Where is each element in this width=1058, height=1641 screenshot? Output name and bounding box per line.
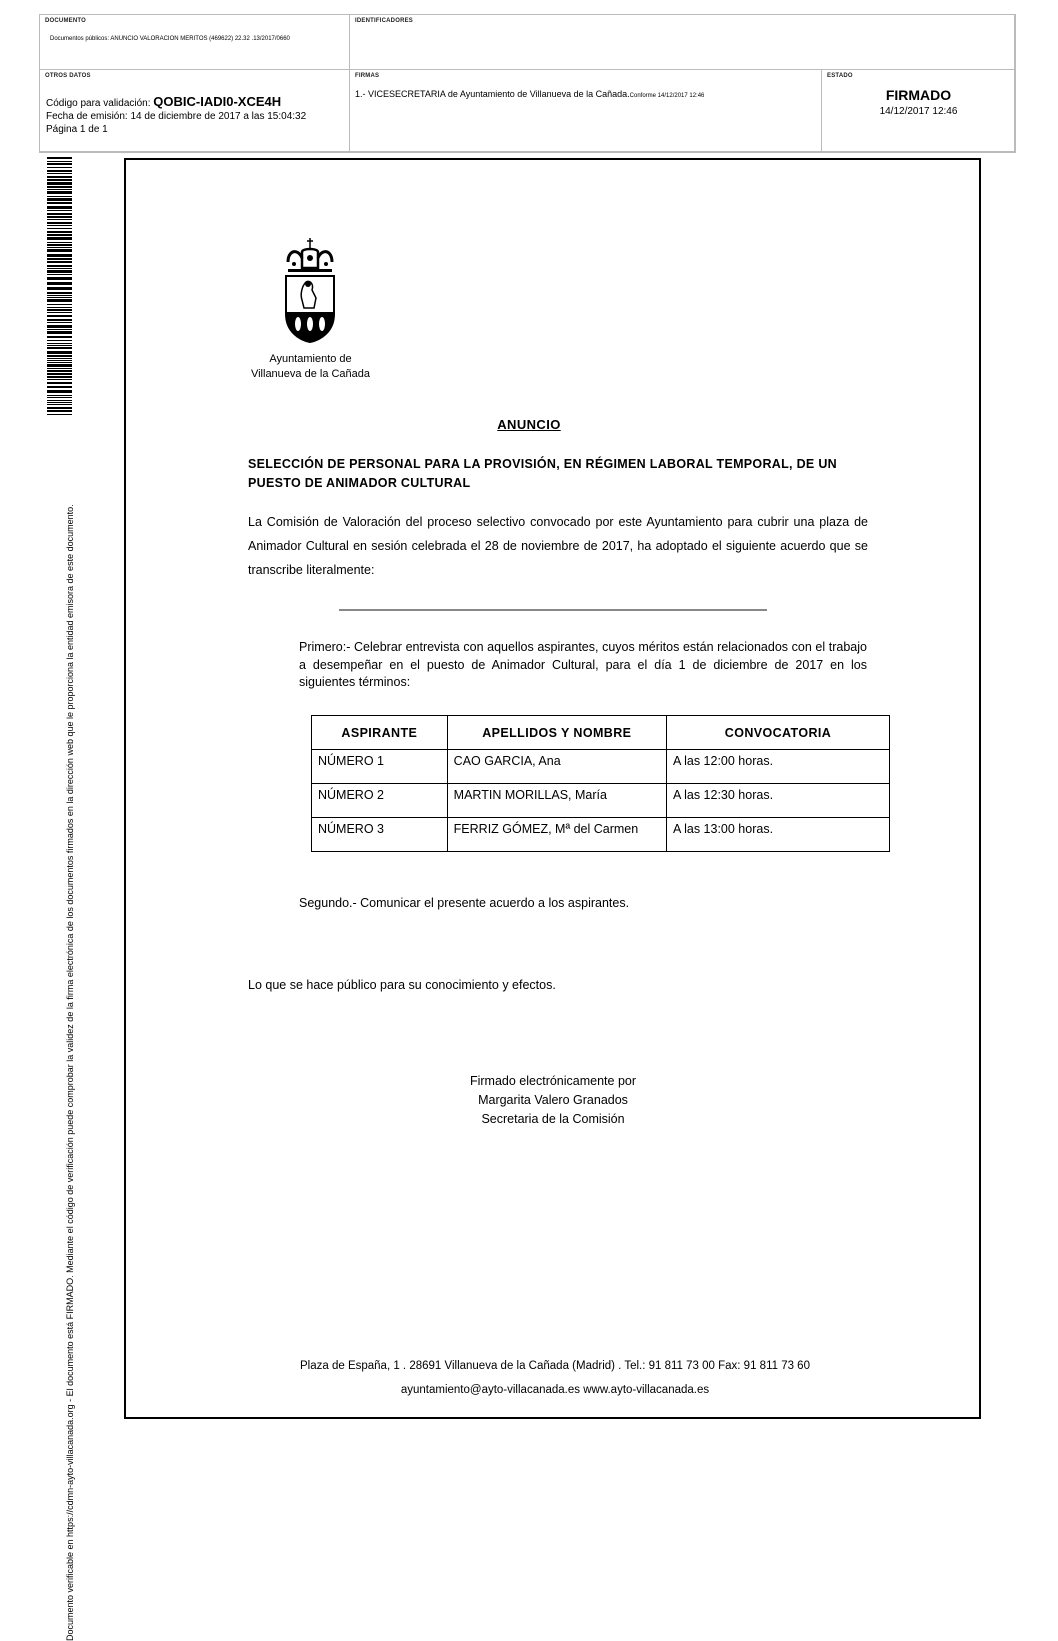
documento-text: Documentos públicos: ANUNCIO VALORACION MERITOS (469622) 22.32 .13/2017/0660 xyxy=(50,36,290,42)
intro-paragraph: La Comisión de Valoración del proceso selectivo convocado por este Ayuntamiento para cubrir una plaza de Animador Cultural en sesión celebrada el 28 de noviembre de 2017, ha adoptado el siguiente acuerdo que se transcribe literalmente: xyxy=(248,515,868,577)
codigo-prefix: Código para validación: xyxy=(46,98,151,109)
side-verification-text: Documento verificable en https://cdmn-ayto-villacanada.org - El documento está FIRMADO. Mediante el código de verificación puede comprobar la validez de la firma electrónica de los documentos firmados en la dirección web que le proporciona la entidad emisora de este documento. xyxy=(65,504,75,1641)
estado-status: FIRMADO xyxy=(885,87,952,103)
documento-label: DOCUMENTO xyxy=(45,18,87,24)
primero-paragraph: Primero:- Celebrar entrevista con aquellos aspirantes, cuyos méritos están relacionados con el trabajo a desempeñar en el puesto de Animador Cultural, para el día 1 de diciembre de 2017 en los siguientes términos: xyxy=(299,640,867,689)
signature-block xyxy=(420,1072,686,1129)
separator-rule xyxy=(339,609,767,611)
otros-datos-text xyxy=(46,95,306,136)
header-convocatoria: CONVOCATORIA xyxy=(666,716,889,750)
row1-aspirante: NÚMERO 1 xyxy=(312,750,448,784)
row2-convocatoria: A las 12:30 horas. xyxy=(666,784,889,818)
logo-line1: Ayuntamiento de xyxy=(269,353,352,365)
identificadores-cell xyxy=(350,15,1015,70)
table-row xyxy=(312,818,890,852)
segundo-paragraph: Segundo.- Comunicar el presente acuerdo a los aspirantes. xyxy=(299,896,630,910)
footer-contact: ayuntamiento@ayto-villacanada.es www.ayto-villacanada.es xyxy=(400,1384,710,1396)
row3-convocatoria: A las 13:00 horas. xyxy=(666,818,889,852)
firma-text: 1.- VICESECRETARIA de Ayuntamiento de Villanueva de la Cañada. xyxy=(355,89,630,99)
documento-cell xyxy=(40,15,350,70)
estado-cell xyxy=(822,70,1015,152)
table-header-row xyxy=(312,716,890,750)
selection-title: SELECCIÓN DE PERSONAL PARA LA PROVISIÓN, EN RÉGIMEN LABORAL TEMPORAL, DE UN PUESTO DE ANIMADOR CULTURAL xyxy=(248,457,837,490)
row1-nombre: CAO GARCIA, Ana xyxy=(447,750,666,784)
row3-aspirante: NÚMERO 3 xyxy=(312,818,448,852)
fecha-emision: Fecha de emisión: 14 de diciembre de 2017 a las 15:04:32 xyxy=(46,111,307,122)
row2-nombre: MARTIN MORILLAS, María xyxy=(447,784,666,818)
row3-nombre: FERRIZ GÓMEZ, Mª del Carmen xyxy=(447,818,666,852)
row2-aspirante: NÚMERO 2 xyxy=(312,784,448,818)
validation-header xyxy=(39,14,1016,153)
firma-small: Conforme 14/12/2017 12:46 xyxy=(629,93,705,99)
header-apellidos: APELLIDOS Y NOMBRE xyxy=(447,716,666,750)
footer-address: Plaza de España, 1 . 28691 Villanueva de la Cañada (Madrid) . Tel.: 91 811 73 00 Fax: 91 811 73 60 xyxy=(300,1360,810,1372)
firma-entry xyxy=(355,89,704,99)
closing-paragraph: Lo que se hace público para su conocimiento y efectos. xyxy=(248,978,556,992)
signature-name: Margarita Valero Granados xyxy=(478,1093,628,1107)
table-row xyxy=(312,750,890,784)
row1-convocatoria: A las 12:00 horas. xyxy=(666,750,889,784)
otros-datos-label: OTROS DATOS xyxy=(45,73,91,79)
signature-role: Secretaria de la Comisión xyxy=(481,1112,625,1126)
logo-line2: Villanueva de la Cañada xyxy=(250,368,371,380)
estado-date: 14/12/2017 12:46 xyxy=(879,106,958,117)
pagina-count: Página 1 de 1 xyxy=(46,124,108,135)
coat-of-arms-logo xyxy=(280,236,340,346)
aspirants-table xyxy=(311,715,890,852)
logo-caption xyxy=(248,352,373,382)
firmas-label: FIRMAS xyxy=(355,73,380,79)
table-row xyxy=(312,784,890,818)
header-aspirante: ASPIRANTE xyxy=(312,716,448,750)
anuncio-heading: ANUNCIO xyxy=(497,417,561,432)
identificadores-label: IDENTIFICADORES xyxy=(355,18,414,24)
estado-label: ESTADO xyxy=(827,73,853,79)
validation-code: QOBIC-IADI0-XCE4H xyxy=(153,94,282,109)
otros-datos-cell xyxy=(40,70,350,152)
firmas-cell xyxy=(350,70,822,152)
signature-line1: Firmado electrónicamente por xyxy=(469,1074,637,1088)
